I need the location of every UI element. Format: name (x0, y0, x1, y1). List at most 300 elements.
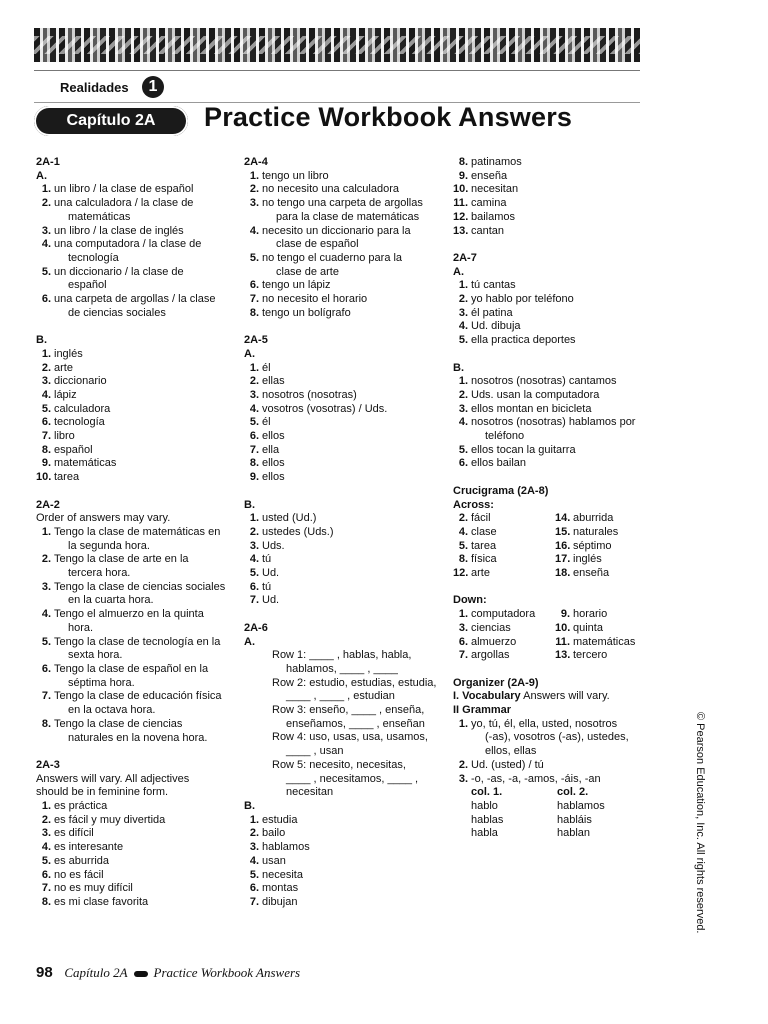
clue-answer (453, 567, 555, 581)
list-item (36, 855, 232, 869)
item-text: tengo un libro (262, 169, 329, 182)
item-text: enseña (471, 169, 508, 182)
item-number: 1 . (244, 170, 259, 184)
item-text: Uds. usan la computadora (471, 388, 600, 401)
item-text: necesito un diccionario para la (262, 224, 411, 237)
item-number: 11 . (453, 197, 468, 211)
item-text: él (262, 361, 271, 374)
item-number: 5 . (453, 334, 468, 348)
item-text: vosotros (vosotras) / Uds. (262, 402, 388, 415)
list-item: 3 . -o, -as, -a, -amos, -áis, -an (453, 773, 653, 787)
conjugation-cell: habla (471, 827, 498, 840)
item-number: 3 . (453, 403, 468, 417)
item-text: es difícil (54, 827, 94, 840)
item-text: es mi clase favorita (54, 895, 149, 908)
list-item (244, 841, 440, 855)
item-text: usted (Ud.) (262, 512, 317, 525)
section-2a-6 (244, 622, 440, 910)
item-number: 2 . (453, 293, 468, 307)
item-number: 1 . (453, 279, 468, 293)
list-item (244, 882, 440, 896)
list-item (453, 389, 653, 403)
item-text: nosotros (nosotras) cantamos (471, 375, 617, 388)
item-text: tecnología (54, 416, 105, 429)
item-text: ellos montan en bicicleta (471, 402, 592, 415)
clue-text: horario (573, 608, 608, 621)
row-continuation: enseñamos, ____ , enseñan (286, 717, 425, 730)
clue-number: 8 . (453, 553, 468, 567)
item-number: 1 . (244, 512, 259, 526)
part-label: B. (453, 361, 464, 374)
item-number: 7 . (36, 690, 51, 704)
answers-column-1 (36, 156, 232, 910)
part-label: A. (36, 169, 47, 182)
clue-number: 4 . (453, 526, 468, 540)
list-item (36, 882, 232, 896)
item-number: 2 . (36, 553, 51, 567)
item-text: Uds. (262, 539, 285, 552)
item-number: 4 . (36, 608, 51, 622)
clue-number: 1 . (453, 608, 468, 622)
item-text: es fácil y muy divertida (54, 813, 166, 826)
list-item (244, 225, 440, 239)
clue-number: 5 . (453, 540, 468, 554)
section-heading: Crucigrama (2A-8) (453, 484, 549, 497)
list-item (244, 183, 440, 197)
list-item (453, 211, 653, 225)
item-number: 5 . (244, 567, 259, 581)
conjugation-cell: hablas (471, 813, 504, 826)
item-text: libro (54, 430, 75, 443)
item-number: 7 . (244, 444, 259, 458)
clue-number: 17 . (555, 553, 570, 567)
list-item (453, 320, 653, 334)
item-continuation: matemáticas (68, 210, 131, 223)
clue-answer (453, 636, 555, 650)
item-continuation: ellos, ellas (485, 745, 537, 758)
item-number: 7 . (36, 430, 51, 444)
list-item (36, 403, 232, 417)
item-text: Ud. dibuja (471, 320, 521, 333)
list-item (244, 279, 440, 293)
item-number: 5 . (36, 855, 51, 869)
item-number: 2 . (36, 197, 51, 211)
part-label: A. (244, 347, 255, 360)
item-number: 2 . (244, 526, 259, 540)
series-number-badge: 1 (142, 76, 164, 98)
list-item (36, 471, 232, 485)
clue-text: almuerzo (471, 635, 517, 648)
item-number: 7 . (36, 882, 51, 896)
list-item (36, 293, 232, 307)
item-text: Tengo la clase de educación física (54, 690, 222, 703)
clue-answer (555, 567, 655, 581)
header-rule (34, 70, 640, 71)
page-title: Practice Workbook Answers (204, 102, 573, 132)
clue-number: 16 . (555, 540, 570, 554)
row-continuation: ____ , ____ , estudian (286, 690, 395, 703)
list-item (453, 403, 653, 417)
clue-text: clase (471, 525, 497, 538)
item-text: es práctica (54, 800, 108, 812)
item-number: 6 . (244, 882, 259, 896)
item-number: 4 . (244, 553, 259, 567)
list-item (244, 471, 440, 485)
conjugation-table (453, 786, 653, 800)
list-item (36, 869, 232, 883)
item-number: 3 . (36, 375, 51, 389)
item-text: un libro / la clase de español (54, 183, 194, 196)
item-text: lápiz (54, 388, 77, 401)
item-text: Tengo la clase de ciencias sociales (54, 580, 226, 593)
vocabulary-text: Answers will vary. (523, 690, 610, 703)
item-number: 5 . (244, 252, 259, 266)
item-text: ellos (262, 430, 285, 443)
list-item (36, 553, 232, 567)
item-number: 6 . (36, 663, 51, 677)
list-item (244, 553, 440, 567)
item-text: hablamos (262, 841, 310, 854)
list-item (244, 403, 440, 417)
clue-text: física (471, 553, 497, 566)
list-item (244, 457, 440, 471)
clue-number: 12 . (453, 567, 468, 581)
item-text: diccionario (54, 375, 107, 388)
list-item (244, 375, 440, 389)
down-label: Down: (453, 594, 487, 607)
clue-answer (453, 526, 555, 540)
item-text: tengo un bolígrafo (262, 306, 351, 319)
clue-number: 2 . (453, 512, 468, 526)
list-item (244, 307, 440, 321)
list-item (36, 841, 232, 855)
list-item: 1 . yo, tú, él, ella, usted, nosotros (453, 718, 653, 732)
list-item (453, 225, 653, 239)
list-item (36, 362, 232, 376)
item-number: 8 . (36, 896, 51, 910)
section-heading: Organizer (2A-9) (453, 676, 539, 689)
list-item (36, 430, 232, 444)
item-text: necesita (262, 868, 303, 881)
clue-number: 10 . (555, 622, 570, 636)
list-item (244, 827, 440, 841)
list-item (36, 444, 232, 458)
list-item (244, 567, 440, 581)
item-text: no tengo el cuaderno para la (262, 251, 403, 264)
item-number: 6 . (36, 293, 51, 307)
series-name: Realidades (60, 80, 129, 95)
clue-answer (555, 540, 655, 554)
list-item (36, 348, 232, 362)
item-number: 7 . (244, 896, 259, 910)
item-text: patinamos (471, 156, 522, 168)
item-continuation: para la clase de matemáticas (276, 210, 420, 223)
clue-number: 9 . (555, 608, 570, 622)
item-number: 3 . (36, 225, 51, 239)
item-number: 2 . (453, 389, 468, 403)
item-number: 4 . (36, 238, 51, 252)
section-heading: 2A-2 (36, 498, 60, 511)
item-text: dibujan (262, 895, 298, 908)
item-number: 2 . (36, 814, 51, 828)
item-text: ellos (262, 457, 285, 470)
item-number: 8 . (244, 457, 259, 471)
item-text: ella (262, 443, 280, 456)
clue-answer (555, 636, 655, 650)
list-item (453, 293, 653, 307)
grammar-label: II Grammar (453, 704, 512, 717)
item-text: cantan (471, 224, 505, 237)
item-number: 6 . (244, 430, 259, 444)
item-text: -o, -as, -a, -amos, -áis, -an (471, 772, 601, 785)
section-note: Order of answers may vary. (36, 512, 171, 525)
clue-answer (453, 553, 555, 567)
list-item (36, 526, 232, 540)
item-number: 6 . (244, 581, 259, 595)
item-number: 1 . (244, 362, 259, 376)
clue-text: enseña (573, 567, 610, 580)
item-number: 7 . (244, 293, 259, 307)
list-item (36, 183, 232, 197)
answers-column-2 (244, 156, 440, 910)
item-number: 2 . (244, 183, 259, 197)
clue-answer (555, 553, 655, 567)
item-text: yo, tú, él, ella, usted, nosotros (471, 717, 618, 730)
list-item (36, 690, 232, 704)
item-number: 3 . (244, 841, 259, 855)
clue-answer (555, 622, 655, 636)
item-text: tarea (54, 471, 80, 484)
list-item (36, 416, 232, 430)
clue-text: argollas (471, 649, 510, 662)
clue-answer (555, 608, 655, 622)
section-2a-2 (36, 499, 232, 746)
item-text: calculadora (54, 402, 111, 415)
item-text: arte (54, 361, 73, 374)
list-item (453, 279, 653, 293)
item-text: montas (262, 882, 299, 895)
item-text: bailo (262, 827, 286, 840)
item-text: no es fácil (54, 868, 104, 881)
item-number: 2 . (244, 827, 259, 841)
item-number: 4 . (36, 389, 51, 403)
item-number: 9 . (453, 170, 468, 184)
item-text: una computadora / la clase de (54, 238, 202, 251)
clue-answer (453, 608, 555, 622)
list-item (36, 636, 232, 650)
item-number: 7 . (244, 594, 259, 608)
list-item (36, 663, 232, 677)
list-item (244, 869, 440, 883)
section-heading: 2A-5 (244, 334, 268, 347)
item-text: Tengo la clase de matemáticas en (54, 525, 221, 538)
item-number: 3 . (453, 307, 468, 321)
item-text: Tengo la clase de tecnología en la (54, 635, 221, 648)
item-text: nosotros (nosotras) (262, 388, 357, 401)
list-item (36, 827, 232, 841)
clue-answer (453, 512, 555, 526)
col-header: col. 2. (557, 786, 589, 799)
item-number: 8 . (244, 307, 259, 321)
item-text: yo hablo por teléfono (471, 293, 574, 306)
vocabulary-line (453, 690, 653, 704)
item-number: 3 . (244, 540, 259, 554)
conjugation-cell: hablan (557, 827, 591, 840)
item-continuation: la segunda hora. (68, 539, 150, 552)
item-number: 1 . (36, 183, 51, 197)
list-item (244, 594, 440, 608)
clue-text: ciencias (471, 621, 511, 634)
list-item (36, 375, 232, 389)
clue-number: 18 . (555, 567, 570, 581)
list-item (36, 197, 232, 211)
clue-number: 13 . (555, 649, 570, 663)
list-item (244, 896, 440, 910)
item-text: Tengo el almuerzo en la quinta (54, 608, 204, 621)
part-label: B. (244, 800, 255, 812)
item-text: él (262, 416, 271, 429)
clue-answer (555, 649, 655, 663)
item-number: 2 . (36, 362, 51, 376)
item-text: un libro / la clase de inglés (54, 224, 184, 237)
list-item (36, 225, 232, 239)
item-continuation: tercera hora. (68, 567, 131, 580)
item-number: 8 . (36, 444, 51, 458)
clue-text: séptimo (573, 539, 612, 552)
item-number: 4 . (244, 403, 259, 417)
col-header: col. 1. (471, 786, 503, 799)
list-item (453, 197, 653, 211)
item-text: ustedes (Uds.) (262, 525, 334, 538)
item-continuation: teléfono (485, 430, 525, 443)
item-continuation: tecnología (68, 251, 119, 264)
decorative-banner (34, 28, 640, 62)
item-text: tú cantas (471, 279, 516, 292)
clue-text: matemáticas (573, 635, 636, 648)
item-text: una calculadora / la clase de (54, 197, 194, 210)
item-text: no necesito el horario (262, 293, 368, 306)
footer-text: Practice Workbook Answers (153, 965, 301, 980)
item-text: español (54, 443, 93, 456)
item-text: ellos bailan (471, 457, 527, 470)
item-number: 4 . (453, 320, 468, 334)
clue-number: 15 . (555, 526, 570, 540)
list-item (453, 416, 653, 430)
section-heading: 2A-7 (453, 251, 477, 264)
clue-text: computadora (471, 608, 536, 621)
table-row: Row 1: ____ , hablas, habla, (272, 649, 412, 662)
item-number: 10 . (36, 471, 51, 485)
item-number: 3 . (244, 389, 259, 403)
list-item (36, 389, 232, 403)
part-label: B. (244, 498, 255, 511)
item-continuation: español (68, 279, 107, 292)
item-number: 5 . (36, 266, 51, 280)
section-2a-1 (36, 156, 232, 485)
item-text: Tengo la clase de arte en la (54, 553, 189, 566)
section-2a-4 (244, 156, 440, 320)
clue-number: 6 . (453, 636, 468, 650)
item-number: 4 . (244, 225, 259, 239)
clue-text: inglés (573, 553, 602, 566)
list-item (36, 266, 232, 280)
item-number: 5 . (244, 869, 259, 883)
list-item (244, 444, 440, 458)
list-item (244, 389, 440, 403)
list-item (244, 526, 440, 540)
item-text: ellas (262, 375, 285, 388)
footer-chapter: Capítulo 2A (64, 965, 128, 980)
item-number: 4 . (453, 416, 468, 430)
item-text: bailamos (471, 210, 516, 223)
clue-answer (453, 649, 555, 663)
footer-dash-icon (134, 971, 148, 977)
table-row: Row 5: necesito, necesitas, (272, 758, 406, 771)
page-footer (36, 964, 300, 981)
chapter-badge: Capítulo 2A (34, 106, 188, 136)
clue-text: naturales (573, 525, 619, 538)
item-text: Ud. (262, 567, 280, 580)
conjugation-cell: habláis (557, 813, 592, 826)
item-text: inglés (54, 347, 83, 360)
item-text: tú (262, 580, 272, 593)
item-number: 4 . (36, 841, 51, 855)
list-item (36, 814, 232, 828)
clue-text: arte (471, 567, 490, 580)
item-number: 8 . (36, 718, 51, 732)
item-text: usan (262, 854, 286, 867)
section-heading: 2A-6 (244, 621, 268, 634)
list-item (244, 814, 440, 828)
item-number: 6 . (244, 279, 259, 293)
row-continuation: ____ , usan (286, 745, 344, 758)
item-number: 12 . (453, 211, 468, 225)
clue-answer (453, 540, 555, 554)
row-continuation: necesitan (286, 786, 334, 799)
item-number: 13 . (453, 225, 468, 239)
item-continuation: (-as), vosotros (-as), ustedes, (485, 731, 629, 744)
list-item (244, 416, 440, 430)
item-text: matemáticas (54, 457, 117, 470)
list-item (244, 362, 440, 376)
item-number: 6 . (453, 457, 468, 471)
item-text: tengo un lápiz (262, 279, 331, 292)
clue-text: quinta (573, 621, 603, 634)
item-text: es interesante (54, 841, 124, 854)
item-number: 10 . (453, 183, 468, 197)
clue-text: fácil (471, 512, 491, 525)
item-number: 5 . (244, 416, 259, 430)
item-continuation: clase de arte (276, 265, 339, 278)
item-continuation: naturales en la novena hora. (68, 731, 208, 744)
section-2a-5 (244, 334, 440, 608)
clue-number: 14 . (555, 512, 570, 526)
list-item: 2 . Ud. (usted) / tú (453, 759, 653, 773)
list-item (453, 444, 653, 458)
list-item (244, 540, 440, 554)
item-text: necesitan (471, 183, 519, 196)
item-text: no es muy difícil (54, 882, 133, 895)
section-heading: 2A-4 (244, 156, 268, 168)
item-number: 9 . (244, 471, 259, 485)
item-number: 5 . (453, 444, 468, 458)
clue-text: aburrida (573, 512, 614, 525)
answers-column-3 (453, 156, 653, 841)
section-2a-8 (453, 485, 653, 663)
clue-answer (555, 526, 655, 540)
section-heading: 2A-1 (36, 156, 60, 168)
list-item (244, 293, 440, 307)
